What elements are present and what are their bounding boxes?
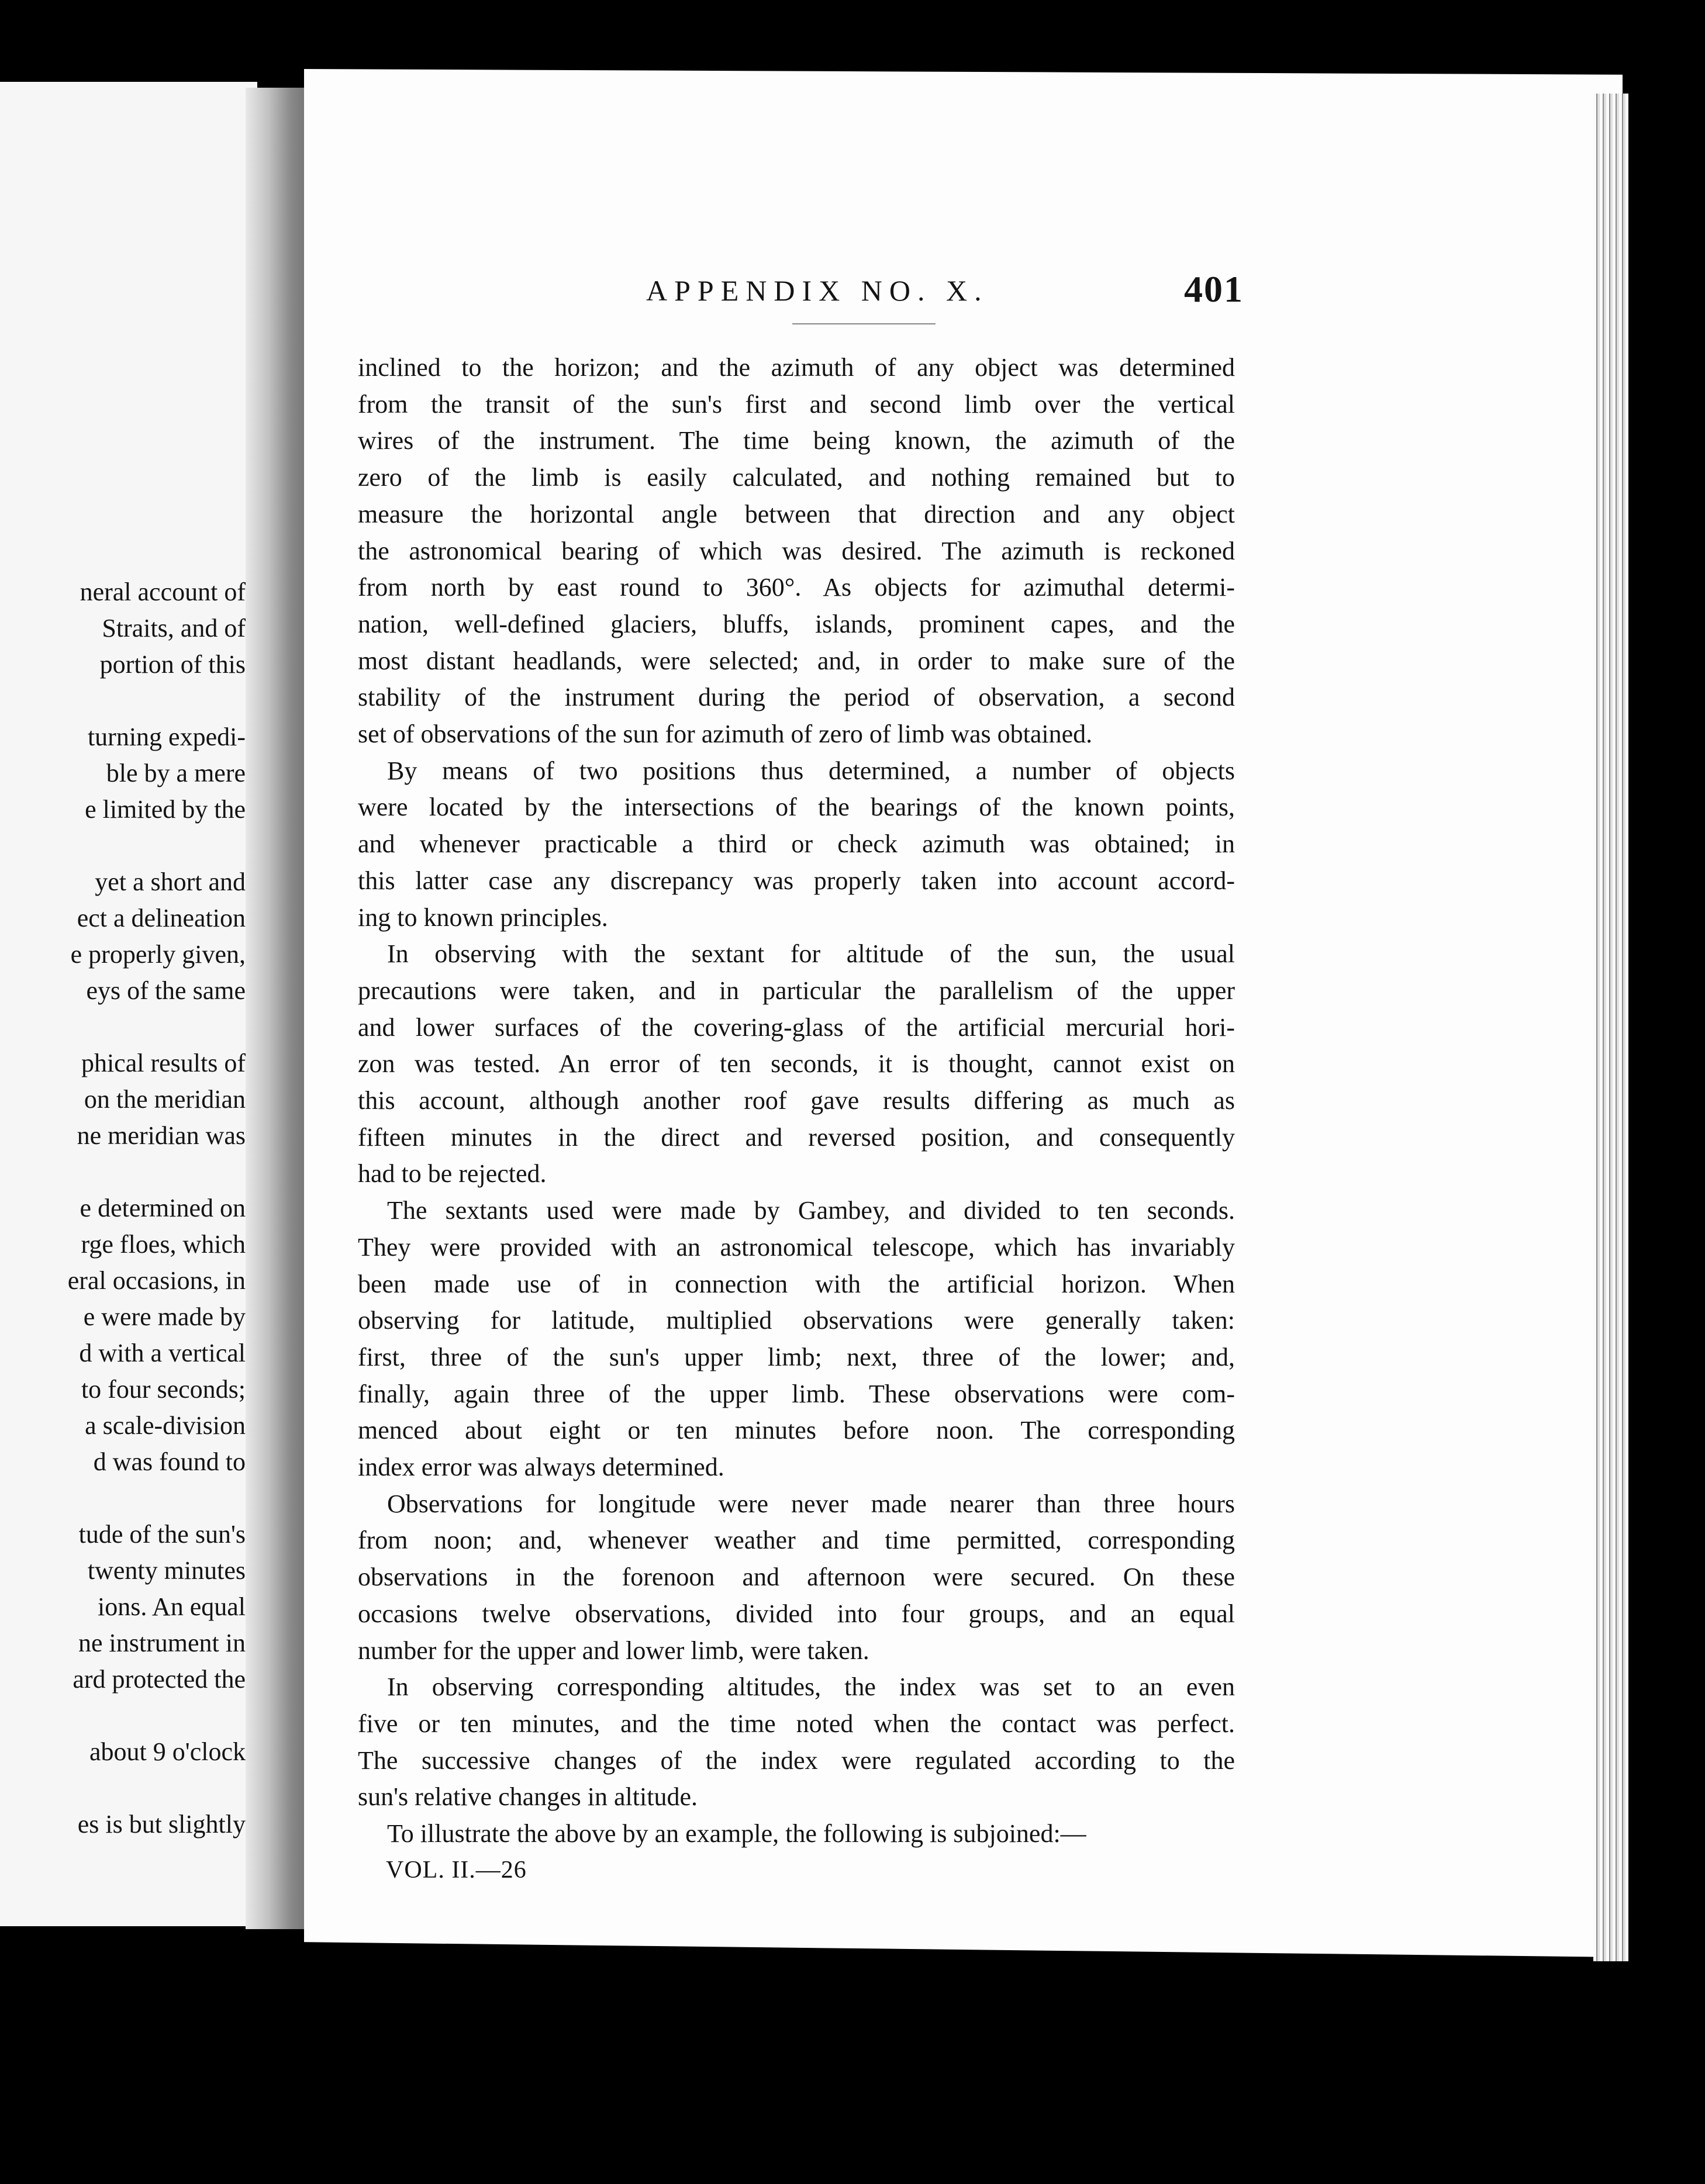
left-page-line: ect a delineation bbox=[77, 904, 246, 932]
body-text-line: this account, although another roof gave results differing as much as bbox=[358, 1086, 1235, 1115]
left-page-line: a scale-division bbox=[85, 1411, 246, 1440]
body-text-line: first, three of the sun's upper limb; next, three of the lower; and, bbox=[358, 1343, 1235, 1371]
left-page-line: e limited by the bbox=[85, 795, 246, 824]
left-page-line: ble by a mere bbox=[106, 759, 246, 787]
body-text-line: set of observations of the sun for azimuth of zero of limb was obtained. bbox=[358, 720, 1093, 748]
body-text-line: To illustrate the above by an example, the following is subjoined:— bbox=[387, 1819, 1086, 1848]
left-page-line: eral occasions, in bbox=[67, 1266, 246, 1295]
body-text-line: menced about eight or ten minutes before noon. The corresponding bbox=[358, 1416, 1235, 1445]
body-text-line: and lower surfaces of the covering-glass of the artificial mercurial hori- bbox=[358, 1013, 1235, 1042]
left-page-line: ard protected the bbox=[73, 1665, 246, 1694]
body-text-line: In observing corresponding altitudes, the index was set to an even bbox=[387, 1672, 1235, 1701]
running-head: APPENDIX NO. X. bbox=[646, 274, 989, 307]
left-page-line: yet a short and bbox=[95, 868, 246, 896]
body-text-line: most distant headlands, were selected; and, in order to make sure of the bbox=[358, 647, 1235, 675]
left-page-line: eys of the same bbox=[86, 976, 246, 1005]
body-text-line: stability of the instrument during the period of observation, a second bbox=[358, 683, 1235, 711]
body-text-line: finally, again three of the upper limb. These observations were com- bbox=[358, 1380, 1235, 1408]
body-text-line: five or ten minutes, and the time noted when the contact was perfect. bbox=[358, 1709, 1235, 1738]
body-text-line: By means of two positions thus determined, a number of objects bbox=[387, 756, 1235, 785]
body-text-line: In observing with the sextant for altitude of the sun, the usual bbox=[387, 939, 1235, 968]
body-text-line: been made use of in connection with the artificial horizon. When bbox=[358, 1270, 1235, 1298]
body-text-line: nation, well-defined glaciers, bluffs, islands, prominent capes, and the bbox=[358, 610, 1235, 638]
body-text-line: from noon; and, whenever weather and time permitted, corresponding bbox=[358, 1526, 1235, 1554]
left-page-line: on the meridian bbox=[84, 1085, 246, 1114]
left-page-line: Straits, and of bbox=[102, 614, 246, 642]
body-text-line: The successive changes of the index were regulated according to the bbox=[358, 1746, 1235, 1775]
body-text-line: occasions twelve observations, divided into four groups, and an equal bbox=[358, 1599, 1235, 1628]
left-page-line: ions. An equal bbox=[98, 1592, 246, 1621]
left-page-line: tude of the sun's bbox=[78, 1520, 246, 1549]
left-page-line: d was found to bbox=[93, 1447, 246, 1476]
left-page-line: e determined on bbox=[80, 1194, 246, 1222]
left-page-line: es is but slightly bbox=[77, 1810, 246, 1839]
left-page-line: portion of this bbox=[99, 650, 246, 679]
body-text-line: measure the horizontal angle between that direction and any object bbox=[358, 500, 1235, 528]
body-text-line: zero of the limb is easily calculated, and nothing remained but to bbox=[358, 463, 1235, 492]
body-text-line: observing for latitude, multiplied observations were generally taken: bbox=[358, 1306, 1235, 1335]
signature-mark: VOL. II.—26 bbox=[386, 1857, 527, 1884]
page-number: 401 bbox=[1184, 268, 1244, 310]
left-page-line: twenty minutes bbox=[87, 1556, 246, 1585]
body-text-line: the astronomical bearing of which was desired. The azimuth is reckoned bbox=[358, 537, 1235, 565]
left-page-line: ne meridian was bbox=[77, 1121, 246, 1150]
book-gutter bbox=[246, 88, 310, 1929]
body-text-line: number for the upper and lower limb, were taken. bbox=[358, 1636, 869, 1665]
body-text-line: this latter case any discrepancy was properly taken into account accord- bbox=[358, 866, 1235, 895]
body-text-line: Observations for longitude were never made nearer than three hours bbox=[387, 1490, 1235, 1518]
body-text-line: and whenever practicable a third or check azimuth was obtained; in bbox=[358, 830, 1235, 858]
left-page-line: ne instrument in bbox=[78, 1629, 246, 1657]
left-page-line: rge floes, which bbox=[81, 1230, 246, 1259]
left-page-line: e properly given, bbox=[70, 940, 246, 969]
left-page-line: d with a vertical bbox=[79, 1339, 246, 1367]
body-text-line: index error was always determined. bbox=[358, 1453, 724, 1481]
body-text-line: observations in the forenoon and afternoon were secured. On these bbox=[358, 1563, 1235, 1591]
left-page-line: neral account of bbox=[80, 578, 246, 606]
body-text-line: ing to known principles. bbox=[358, 903, 608, 932]
body-text-line: precautions were taken, and in particular the parallelism of the upper bbox=[358, 976, 1235, 1005]
body-text-line: had to be rejected. bbox=[358, 1159, 547, 1188]
left-page-line: to four seconds; bbox=[81, 1375, 246, 1404]
body-text-line: They were provided with an astronomical telescope, which has invariably bbox=[358, 1233, 1235, 1262]
header-rule bbox=[792, 323, 936, 324]
body-text-line: The sextants used were made by Gambey, and divided to ten seconds. bbox=[387, 1196, 1235, 1225]
body-text-line: sun's relative changes in altitude. bbox=[358, 1782, 698, 1811]
body-text-line: from the transit of the sun's first and second limb over the vertical bbox=[358, 390, 1235, 419]
body-text-line: fifteen minutes in the direct and reversed position, and consequently bbox=[358, 1123, 1235, 1152]
left-page-line: e were made by bbox=[83, 1302, 246, 1331]
body-text-line: from north by east round to 360°. As objects for azimuthal determi- bbox=[358, 573, 1235, 602]
left-page-line: about 9 o'clock bbox=[89, 1737, 246, 1766]
body-text-line: zon was tested. An error of ten seconds, it is thought, cannot exist on bbox=[358, 1049, 1235, 1078]
body-text-line: inclined to the horizon; and the azimuth of any object was determined bbox=[358, 353, 1235, 382]
left-page-line: phical results of bbox=[81, 1049, 246, 1077]
page-edges bbox=[1593, 94, 1628, 1961]
left-page-line: turning expedi- bbox=[87, 723, 246, 751]
body-text-line: were located by the intersections of the bearings of the known points, bbox=[358, 793, 1235, 821]
body-text-line: wires of the instrument. The time being known, the azimuth of the bbox=[358, 426, 1235, 455]
